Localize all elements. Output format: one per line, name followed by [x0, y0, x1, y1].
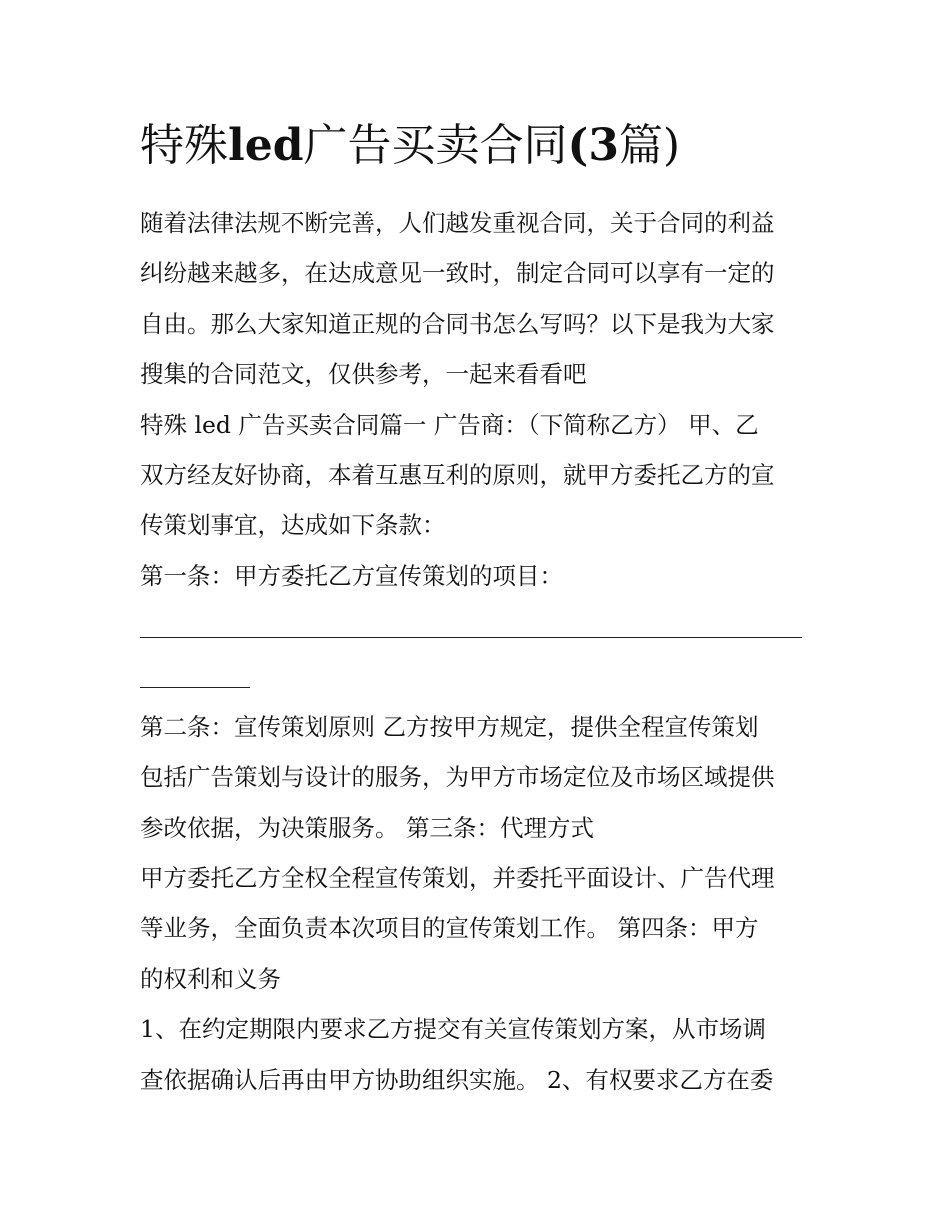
blank-underline — [140, 637, 802, 638]
body-line: 双方经友好协商，本着互惠互利的原则，就甲方委托乙方的宣 — [140, 460, 775, 489]
body-line: 包括广告策划与设计的服务，为甲方市场定位及市场区域提供 — [140, 763, 775, 792]
title-middle: 广告买卖合同 — [303, 120, 568, 171]
blank-underline — [140, 687, 250, 688]
body-line: 甲方委托乙方全权全程宣传策划，并委托平面设计、广告代理 — [140, 864, 775, 893]
body-line: 的权利和义务 — [140, 964, 281, 993]
title-suffix: 篇) — [618, 120, 681, 171]
body-line: 搜集的合同范文，仅供参考，一起来看看吧 — [140, 360, 587, 389]
body-line: 第二条：宣传策划原则 乙方按甲方规定，提供全程宣传策划 — [140, 712, 759, 741]
body-line: 纠纷越来越多，在达成意见一致时，制定合同可以享有一定的 — [140, 259, 775, 288]
body-line: 1、在约定期限内要求乙方提交有关宣传策划方案，从市场调 — [140, 1015, 766, 1044]
title-paren-open: ( — [567, 120, 589, 171]
body-line: 参改依据，为决策服务。 第三条：代理方式 — [140, 813, 594, 842]
document-title — [140, 116, 680, 176]
body-line: 自由。那么大家知道正规的合同书怎么写吗？以下是我为大家 — [140, 309, 775, 338]
body-line: 第一条：甲方委托乙方宣传策划的项目： — [140, 561, 563, 590]
blank-fill-line — [140, 601, 820, 651]
body-line: 传策划事宜，达成如下条款： — [140, 511, 446, 540]
title-led: led — [228, 120, 304, 171]
body-line: 等业务，全面负责本次项目的宣传策划工作。 第四条：甲方 — [140, 914, 759, 943]
document-body — [140, 198, 820, 1105]
body-line: 查依据确认后再由甲方协助组织实施。 2、有权要求乙方在委 — [140, 1065, 774, 1094]
body-line: 随着法律法规不断完善，人们越发重视合同，关于合同的利益 — [140, 209, 775, 237]
blank-fill-line — [140, 652, 820, 702]
title-num: 3 — [588, 120, 619, 171]
title-prefix: 特殊 — [140, 120, 228, 171]
body-line: 特殊 led 广告买卖合同篇一 广告商：（下简称乙方） 甲、乙 — [140, 410, 759, 439]
